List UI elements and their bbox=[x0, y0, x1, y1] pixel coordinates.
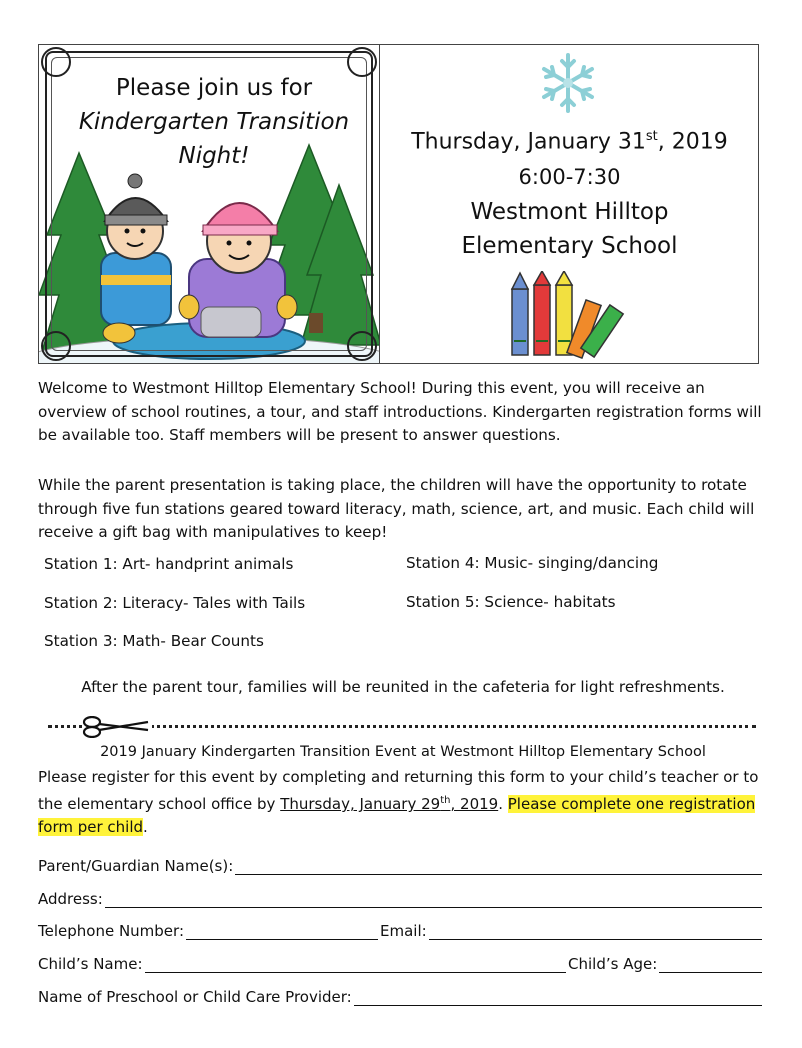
deadline-suffix: th bbox=[440, 795, 451, 806]
registration-instructions bbox=[38, 766, 768, 839]
registration-deadline bbox=[280, 795, 498, 813]
registration-title: 2019 January Kindergarten Transition Event at Westmont Hilltop Elementary School bbox=[100, 744, 706, 760]
address-line[interactable] bbox=[105, 891, 762, 908]
event-date-suffix: st bbox=[645, 129, 658, 144]
event-date-year: , 2019 bbox=[657, 129, 728, 155]
deadline-year: , 2019 bbox=[450, 795, 499, 813]
address-label: Address: bbox=[38, 890, 103, 908]
email-label: Email: bbox=[380, 922, 427, 940]
crayons-icon bbox=[506, 271, 636, 359]
school-name-line-2: Elementary School bbox=[461, 233, 678, 259]
station-2: Station 2: Literacy- Tales with Tails bbox=[44, 594, 306, 612]
telephone-line[interactable] bbox=[186, 923, 378, 940]
registration-highlight: Please complete one registration form per child bbox=[38, 795, 756, 836]
event-time: 6:00-7:30 bbox=[518, 165, 621, 189]
station-5: Station 5: Science- habitats bbox=[406, 593, 616, 611]
preschool-field[interactable] bbox=[38, 984, 762, 1006]
scissors-icon bbox=[82, 716, 152, 738]
station-3: Station 3: Math- Bear Counts bbox=[44, 632, 264, 650]
station-4: Station 4: Music- singing/dancing bbox=[406, 554, 659, 572]
preschool-line[interactable] bbox=[354, 989, 762, 1006]
parent-name-field[interactable] bbox=[38, 853, 762, 875]
school-name-line-1: Westmont Hilltop bbox=[470, 199, 669, 225]
event-date bbox=[380, 129, 759, 154]
registration-text-sep: . bbox=[498, 795, 508, 813]
child-age-label: Child’s Age: bbox=[568, 955, 658, 973]
intro-paragraph-2: While the parent presentation is taking place, the children will have the opportunity to rotate through five fun stations geared toward literacy, math, science, art, and music. Each child will receive a gift bag with manipulatives to keep! bbox=[38, 476, 755, 541]
cut-line bbox=[48, 716, 756, 736]
invitation-box bbox=[38, 44, 380, 364]
snowflake-icon bbox=[536, 51, 600, 115]
registration-text-end: . bbox=[143, 818, 148, 836]
child-age-field[interactable] bbox=[568, 951, 762, 973]
corner-flourish-icon bbox=[347, 331, 377, 361]
telephone-field[interactable] bbox=[38, 918, 378, 940]
child-name-label: Child’s Name: bbox=[38, 955, 143, 973]
corner-flourish-icon bbox=[41, 331, 71, 361]
email-field[interactable] bbox=[380, 918, 762, 940]
deadline-date: Thursday, January 29 bbox=[280, 795, 441, 813]
invitation-heading bbox=[69, 71, 359, 173]
email-line[interactable] bbox=[429, 923, 762, 940]
child-age-line[interactable] bbox=[659, 956, 762, 973]
invitation-line-1: Please join us for bbox=[115, 75, 313, 101]
event-date-day: Thursday, January 31 bbox=[411, 129, 646, 155]
event-details-box bbox=[380, 44, 759, 364]
address-field[interactable] bbox=[38, 886, 762, 908]
telephone-label: Telephone Number: bbox=[38, 922, 184, 940]
dotted-divider bbox=[48, 725, 756, 728]
invitation-line-2: Kindergarten Transition bbox=[78, 109, 350, 135]
preschool-label: Name of Preschool or Child Care Provider: bbox=[38, 988, 352, 1006]
child-name-field[interactable] bbox=[38, 951, 566, 973]
station-1: Station 1: Art- handprint animals bbox=[44, 555, 294, 573]
corner-flourish-icon bbox=[41, 47, 71, 77]
intro-paragraph-1: Welcome to Westmont Hilltop Elementary School! During this event, you will receive an overview of school routines, a tour, and staff introductions. Kindergarten registration forms will be available too. Staff members will be present to answer questions. bbox=[38, 379, 762, 444]
invitation-line-3: Night! bbox=[178, 143, 250, 169]
registration-text: Please register for this event by completing and returning this form to your child’s teacher or to the elementary school office by bbox=[38, 768, 759, 813]
parent-name-line[interactable] bbox=[235, 858, 762, 875]
parent-name-label: Parent/Guardian Name(s): bbox=[38, 857, 234, 875]
child-name-line[interactable] bbox=[145, 956, 567, 973]
closing-note: After the parent tour, families will be reunited in the cafeteria for light refreshments. bbox=[81, 678, 725, 696]
